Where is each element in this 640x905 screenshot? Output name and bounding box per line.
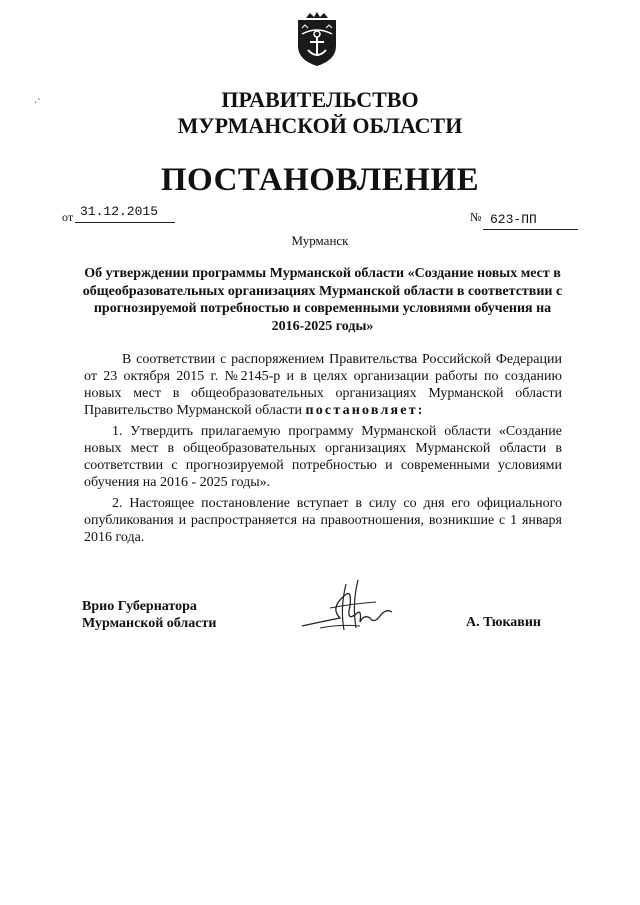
paragraph-1-text: В соответствии с распоряжением Правительства Российской Федерации от 23 октября 2015 г. №2145-р и в целях организации работы по созданию новых мест в общеобразовательных организациях Мурманской области Правительство Мурманской области xyxy=(84,352,562,418)
coat-of-arms-icon xyxy=(296,12,338,68)
document-number: 623-ПП xyxy=(490,212,537,227)
document-type-title: ПОСТАНОВЛЕНИЕ xyxy=(160,162,480,198)
signatory-position-line1: Врио Губернатора xyxy=(82,599,197,614)
document-subject: Об утверждении программы Мурманской области «Создание новых мест в общеобразовательных организациях Мурманской области в соответствии с прогнозируемой потребностью и современными условиями обучения на 2016-2025 годы» xyxy=(82,266,563,334)
org-name-line2: МУРМАНСКОЙ ОБЛАСТИ xyxy=(177,113,463,138)
body-paragraph-1 xyxy=(84,351,562,419)
signatory-position xyxy=(82,598,216,632)
org-name-line1: ПРАВИТЕЛЬСТВО xyxy=(221,87,419,112)
document-date: 31.12.2015 xyxy=(80,204,159,219)
body-paragraph-3: 2. Настоящее постановление вступает в силу со дня его официального опубликования и распространяется на правоотношения, возникшие с 1 января 2016 года. xyxy=(84,496,562,545)
scan-artifact: ·` xyxy=(34,98,41,109)
document-body xyxy=(84,351,562,546)
date-underline xyxy=(75,222,175,223)
signatory-name: А. Тюкавин xyxy=(466,615,541,630)
handwritten-signature-icon xyxy=(300,578,400,638)
number-underline xyxy=(483,229,578,230)
date-prefix: от xyxy=(62,210,74,224)
number-prefix: № xyxy=(470,210,482,224)
resolves-word: постановляет: xyxy=(305,403,425,418)
city-name: Мурманск xyxy=(291,233,349,248)
body-paragraph-2: 1. Утвердить прилагаемую программу Мурманской области «Создание новых мест в общеобразовательных организациях Мурманской области в соответствии с прогнозируемой потребностью и современными условиями обучения на 2016 - 2025 годы». xyxy=(84,424,562,490)
signatory-position-line2: Мурманской области xyxy=(82,616,217,631)
